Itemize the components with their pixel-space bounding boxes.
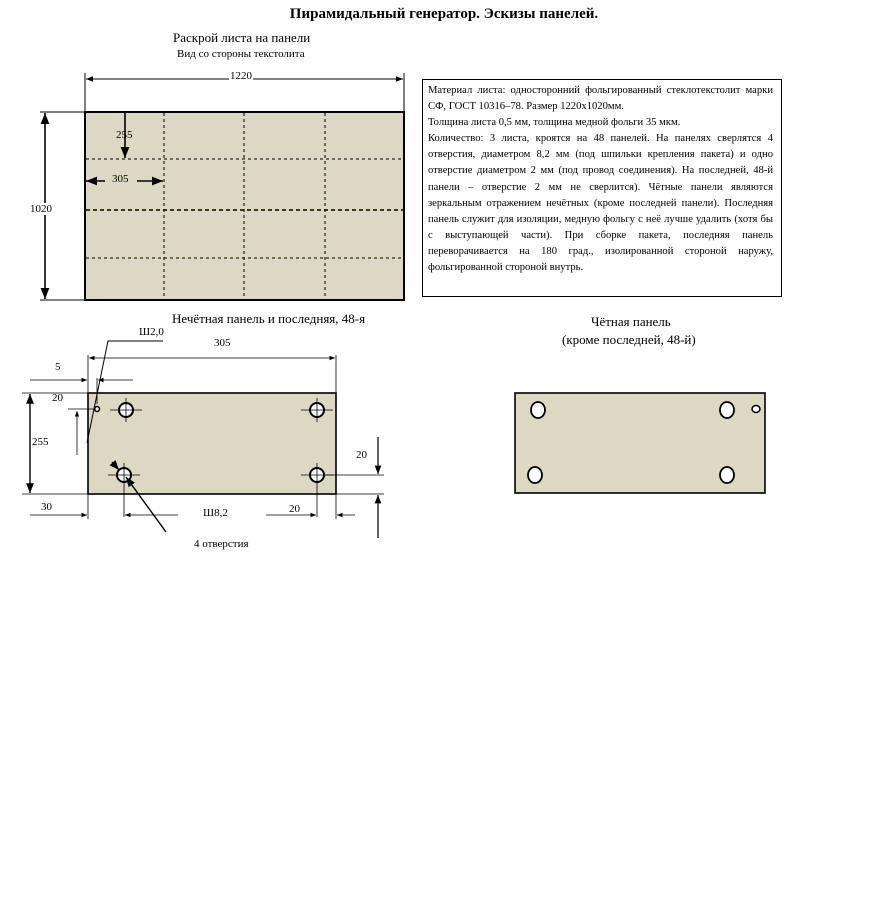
note-line-1: Материал листа: односторонний фольгированный стеклотекстолит марки СФ, ГОСТ 10316–78. Размер 1220х1020мм. [428,85,773,113]
odd-dim-offset-20-left: 20 [52,392,63,404]
odd-dim-small-hole: Ш2,0 [139,326,164,338]
even-panel-subcaption: (кроме последней, 48-й) [562,332,696,347]
even-panel-drawing [515,393,765,493]
note-line-2: Толщина листа 0,5 мм, толщина медной фольги 35 мкм. [428,117,681,129]
sheet-dim-panel-height: 255 [116,129,133,141]
note-line-3: Количество: 3 листа, кроятся на 48 панелей. На панелях сверлятся 4 отверстия, диаметром 8,2 мм (под шпильки крепления пакета) и одно отверстие диаметром 2 мм (под провод соединения). На последней, 48-й панели – отверстие 2 мм не сверлится). Чётные панели являются зеркальным отражением нечётных (кроме последней панели). Последняя панель служит для изоляции, медную фольгу с неё лучше удалить (хотя бы с выступающей части). При сборке пакета, последняя панель переворачивается на 180 град., изолированной стороной наружу, фольгированной стороной внутрь. [428,133,773,274]
sheet-dim-width: 1220 [230,70,252,82]
odd-panel-caption: Нечётная панель и последняя, 48-я [172,311,366,326]
odd-dim-large-hole: Ш8,2 [203,507,228,519]
even-hole-top-right [720,402,734,418]
odd-dim-offset-20-right: 20 [356,449,367,461]
odd-dim-offset-5: 5 [55,361,61,373]
sheet-caption: Раскрой листа на панели [173,30,311,45]
page-title: Пирамидальный генератор. Эскизы панелей. [289,6,599,22]
even-hole-top-left [531,402,545,418]
sheet-dim-panel-width: 305 [112,173,129,185]
sheet-subcaption: Вид со стороны текстолита [177,48,305,60]
even-small-hole [752,406,760,413]
material-note [422,79,782,297]
even-hole-bottom-right [720,467,734,483]
sheet-dim-height: 1020 [30,203,52,215]
odd-dim-offset-30: 30 [41,501,52,513]
odd-dim-width: 305 [214,337,231,349]
even-hole-bottom-left [528,467,542,483]
even-panel-caption: Чётная панель [591,314,671,329]
odd-dim-height: 255 [32,436,49,448]
odd-dim-offset-20-bottom: 20 [289,503,300,515]
sheet-drawing [40,73,407,300]
odd-holes-label: 4 отверстия [194,538,249,550]
